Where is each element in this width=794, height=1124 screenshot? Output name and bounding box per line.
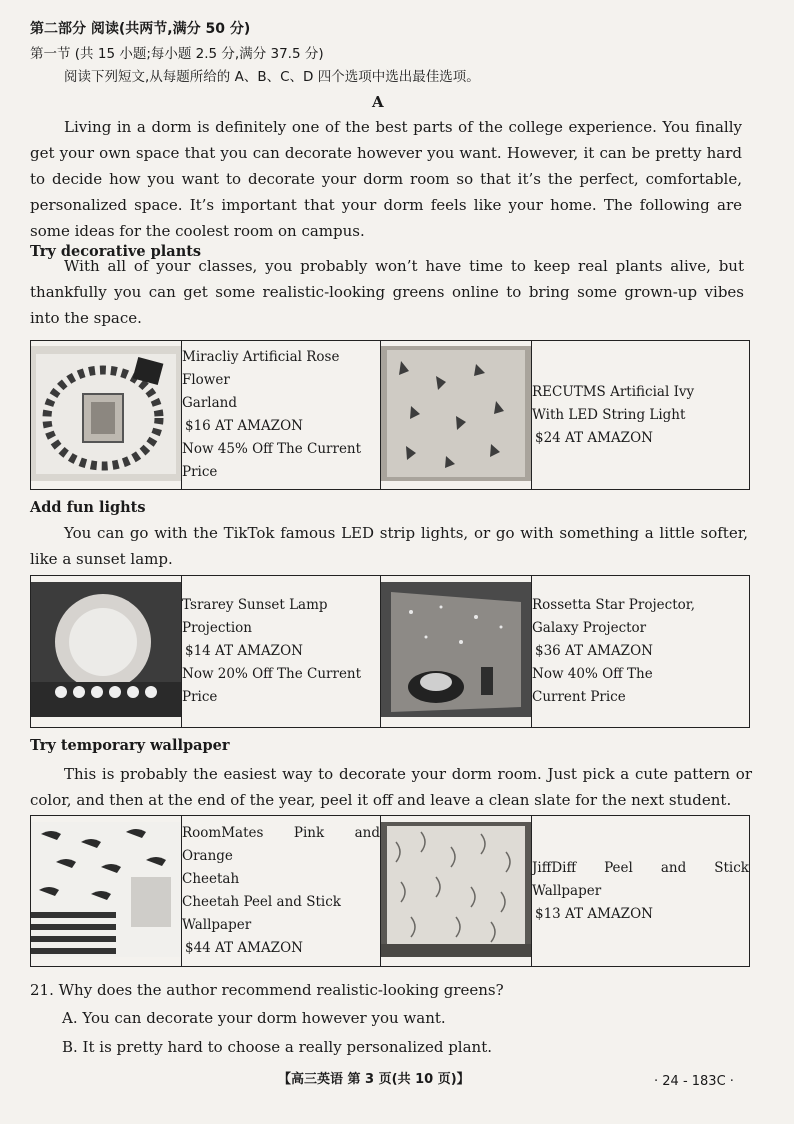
question-option-a: A. You can decorate your dorm however you want. — [62, 1009, 446, 1027]
product-table-plants — [30, 340, 750, 490]
product-table-wallpaper — [30, 815, 750, 967]
cheetah-wallpaper-image — [31, 822, 181, 957]
question-stem: 21. Why does the author recommend realistic-looking greens? — [30, 981, 504, 999]
star-projector-image — [381, 582, 531, 717]
section-body-lights: You can go with the TikTok famous LED strip lights, or go with something a little softer, like a sunset lamp. — [30, 524, 748, 568]
section-body-wallpaper: This is probably the easiest way to decorate your dorm room. Just pick a cute pattern or color, and then at the end of the year, peel it off and leave a clean slate for the next student. — [30, 765, 752, 809]
part-heading: 第二部分 阅读(共两节,满分 50 分) — [30, 21, 251, 37]
section-title-wallpaper: Try temporary wallpaper — [30, 737, 230, 754]
ivy-led-image — [381, 346, 531, 481]
product-image-cell — [31, 341, 182, 490]
product-image-cell — [381, 576, 532, 728]
leaf-wallpaper-image — [381, 822, 531, 957]
footer-title: 【高三英语 第 3 页(共 10 页)】 — [278, 1072, 470, 1087]
product-desc-jiffdiff: JiffDiff Peel and Stick Wallpaper $13 AT AMAZON — [532, 816, 750, 967]
product-desc-ivy: RECUTMS Artificial Ivy With LED String Light $24 AT AMAZON — [532, 341, 750, 490]
product-image-cell — [381, 341, 532, 490]
section-body-plants: With all of your classes, you probably won’t have time to keep real plants alive, but thankfully you can get some realistic-looking greens online to bring some grown-up vibes into the space. — [30, 257, 744, 327]
product-desc-rose: Miracliy Artificial Rose Flower Garland $16 AT AMAZON Now 45% Off The Current Price — [182, 341, 381, 490]
question-option-b: B. It is pretty hard to choose a really personalized plant. — [62, 1038, 492, 1056]
product-image-cell — [31, 576, 182, 728]
section-title-lights: Add fun lights — [30, 499, 146, 516]
product-image-cell — [31, 816, 182, 967]
sunset-lamp-image — [31, 582, 181, 717]
intro-paragraph: Living in a dorm is definitely one of the best parts of the college experience. You finally get your own space that you can decorate however you want. However, it can be pretty hard to decide how you want to decorate your dorm room so that it’s the perfect, comfortable, personalized space. It’s important that your dorm feels like your home. The following are some ideas for the coolest room on campus. — [30, 118, 742, 240]
section-title-plants: Try decorative plants — [30, 243, 202, 260]
product-desc-cheetah: RoomMates Pink and Orange Cheetah Cheetah Peel and Stick Wallpaper $44 AT AMAZON — [182, 816, 381, 967]
product-table-lights — [30, 575, 750, 728]
instruction: 阅读下列短文,从每题所给的 A、B、C、D 四个选项中选出最佳选项。 — [64, 69, 480, 85]
footer-code: · 24 - 183C · — [654, 1074, 734, 1089]
product-desc-projector: Rossetta Star Projector, Galaxy Projector $36 AT AMAZON Now 40% Off The Current Price — [532, 576, 750, 728]
passage-label: A — [372, 93, 384, 111]
product-image-cell — [381, 816, 532, 967]
section-heading: 第一节 (共 15 小题;每小题 2.5 分,满分 37.5 分) — [30, 46, 324, 62]
rose-garland-image — [31, 346, 181, 481]
product-desc-sunset: Tsrarey Sunset Lamp Projection $14 AT AMAZON Now 20% Off The Current Price — [182, 576, 381, 728]
